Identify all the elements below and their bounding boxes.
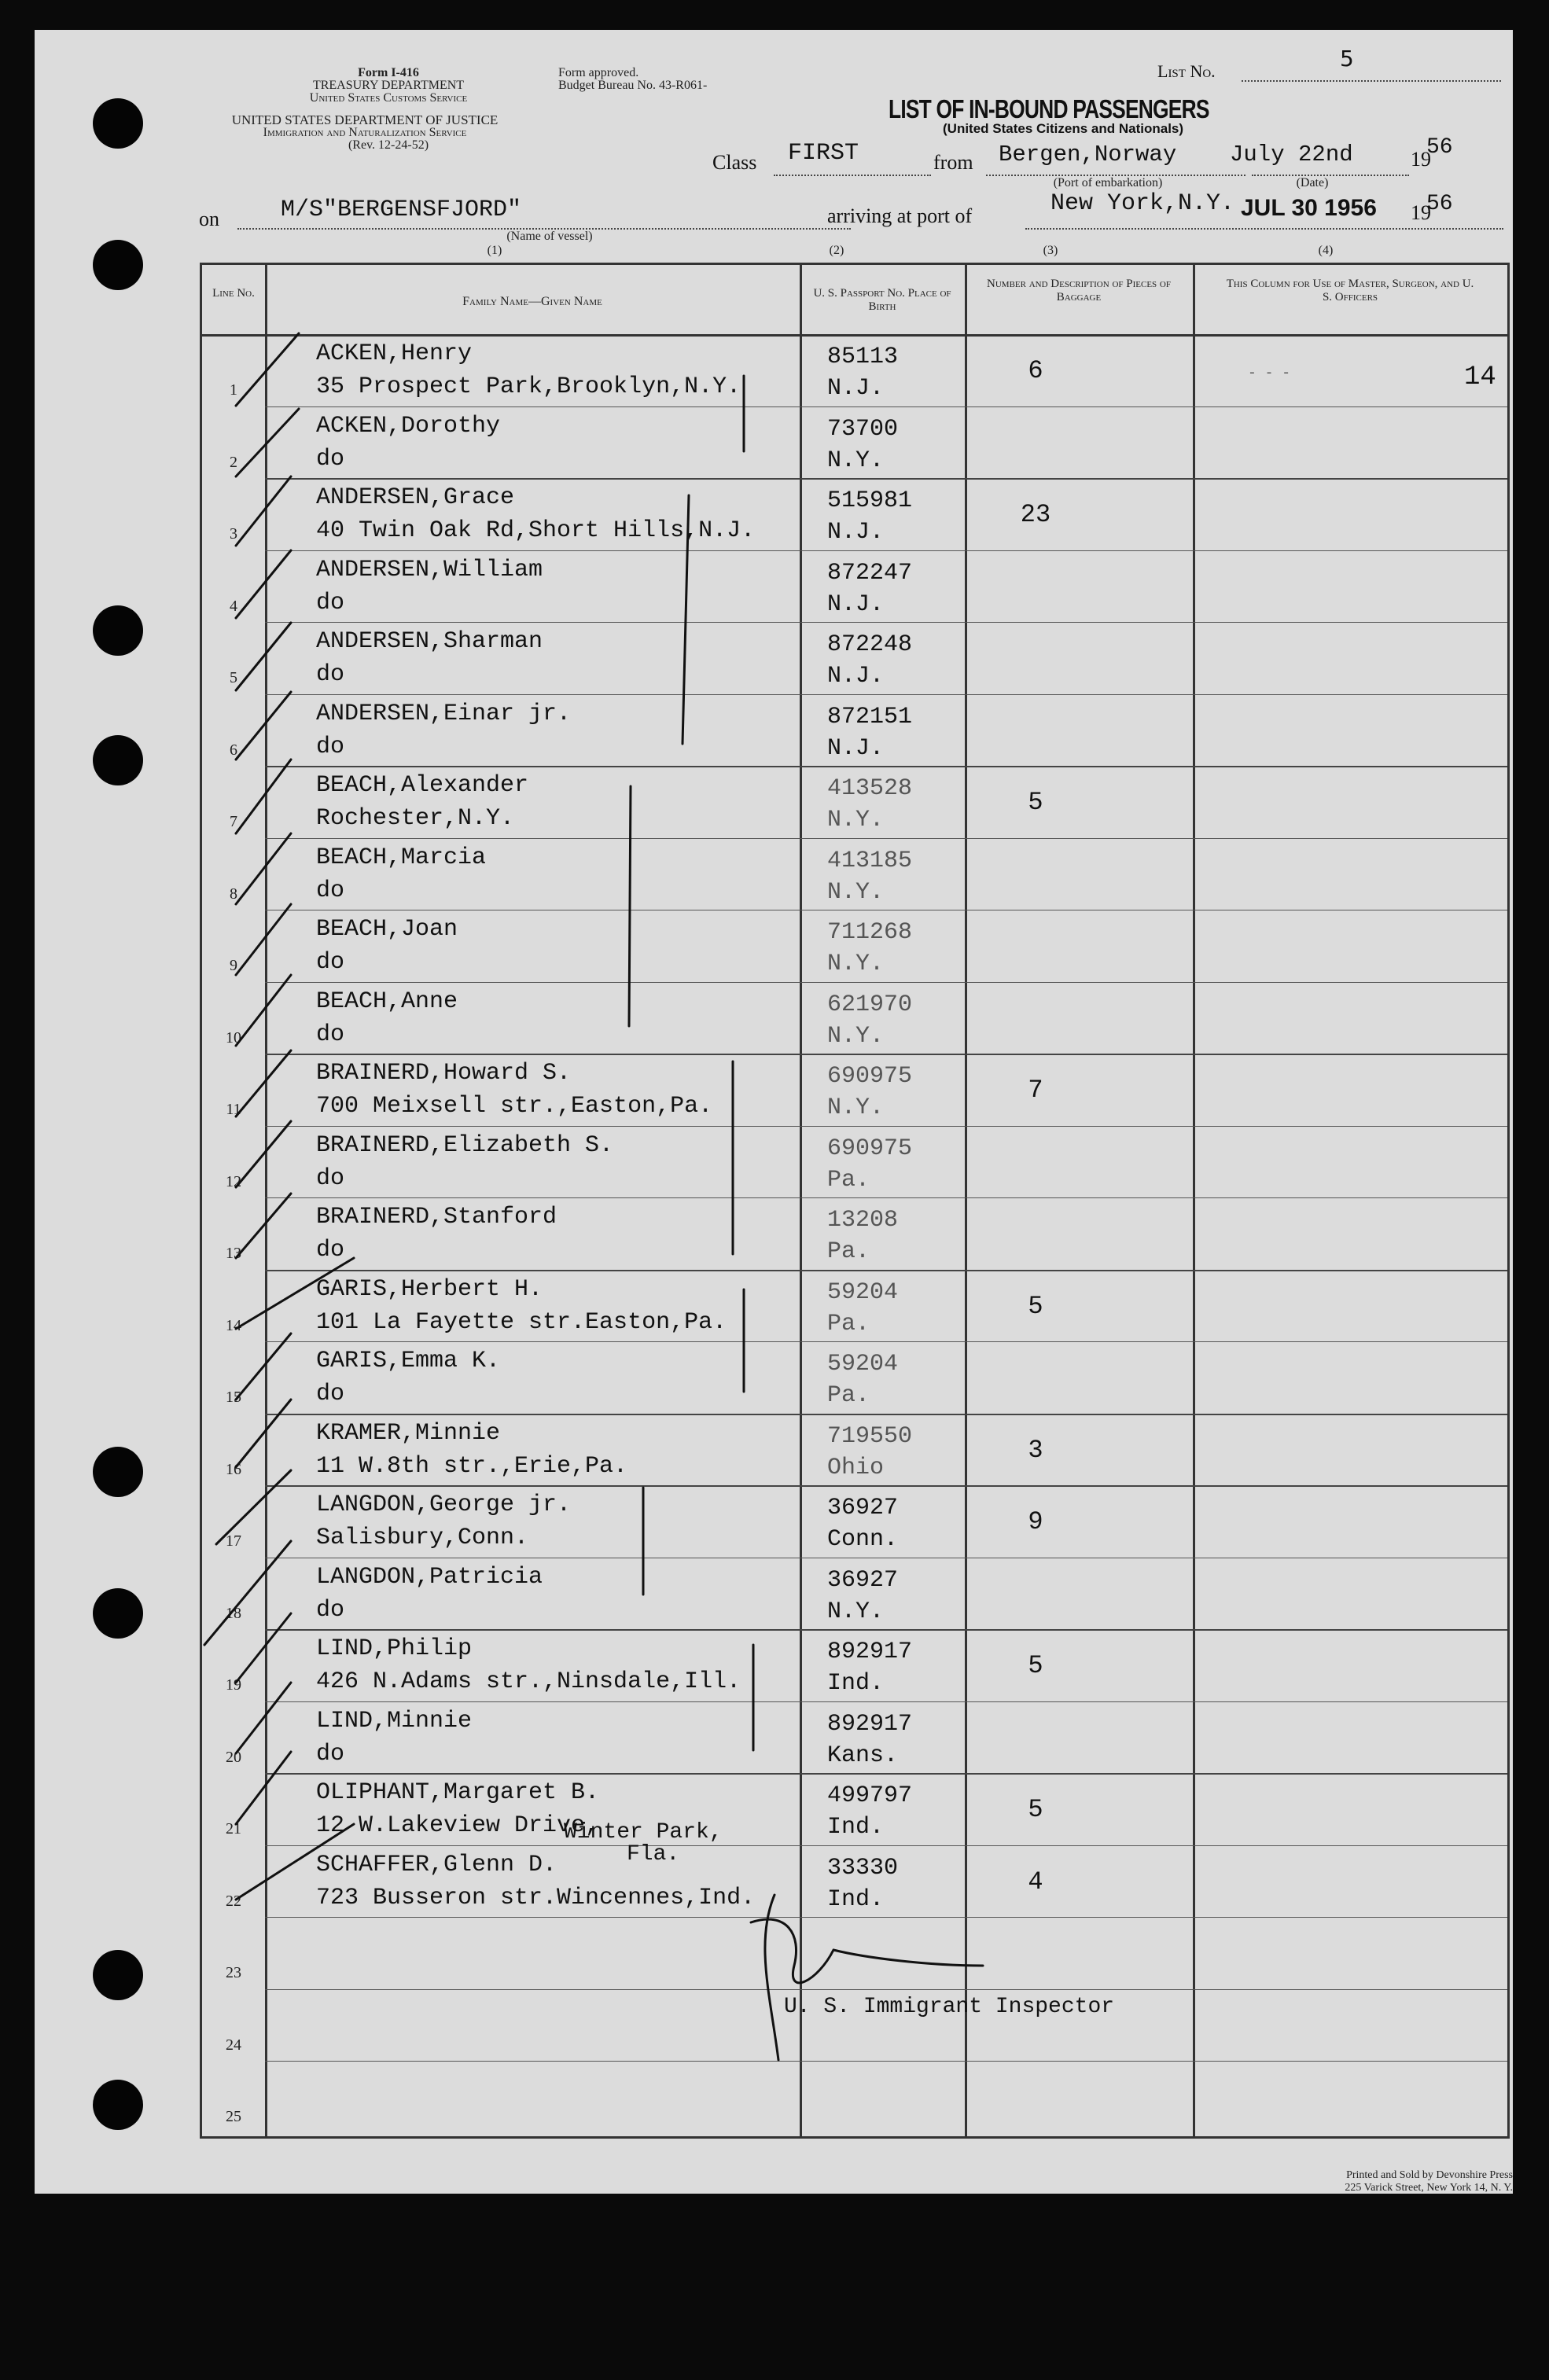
passenger-address: 12 W.Lakeview Drive,: [316, 1812, 600, 1839]
line-number: 16: [226, 1460, 241, 1478]
place-of-birth: Ind.: [827, 1670, 885, 1697]
baggage-count: 5: [1028, 788, 1043, 817]
budget-bureau: Budget Bureau No. 43-R061-: [558, 79, 708, 92]
header-name: Family Name—Given Name: [462, 295, 602, 308]
customs-service: United States Customs Service: [309, 91, 468, 105]
line-number: 7: [230, 813, 237, 830]
passenger-address: Salisbury,Conn.: [316, 1525, 529, 1551]
line-number: 18: [226, 1604, 241, 1622]
line-number: 9: [230, 957, 237, 974]
col-num-1: (1): [487, 244, 502, 257]
passenger-address: do: [316, 1237, 345, 1264]
oliphant-city-2: Fla.: [627, 1842, 680, 1867]
passenger-address: do: [316, 1740, 345, 1768]
port-value: New York,N.Y.: [1050, 190, 1235, 217]
passport-number: 892917: [827, 1639, 913, 1665]
baggage-count: 5: [1028, 1651, 1043, 1680]
class-label: Class: [712, 151, 757, 174]
passport-number: 413185: [827, 847, 913, 874]
passport-number: 621970: [827, 991, 913, 1018]
passenger-name: KRAMER,Minnie: [316, 1419, 501, 1447]
passenger-address: do: [316, 661, 345, 688]
place-of-birth: N.J.: [827, 734, 885, 762]
line-number: 8: [230, 885, 237, 903]
passenger-address: do: [316, 1164, 345, 1192]
passport-number: 515981: [827, 487, 913, 514]
passenger-address: do: [316, 589, 345, 616]
col-num-4: (4): [1318, 244, 1334, 257]
header-line-no: Line No.: [212, 287, 255, 300]
passenger-name: BEACH,Anne: [316, 988, 458, 1015]
passport-number: 36927: [827, 1566, 899, 1594]
place-of-birth: N.Y.: [827, 447, 885, 474]
from-value: Bergen,Norway: [999, 142, 1177, 167]
passenger-name: OLIPHANT,Margaret B.: [316, 1779, 600, 1806]
passport-number: 872151: [827, 703, 913, 730]
page-subtitle: (United States Citizens and Nationals): [943, 121, 1184, 136]
passport-number: 499797: [827, 1782, 913, 1809]
printer-line-2: 225 Varick Street, New York 14, N. Y.: [1345, 2182, 1513, 2194]
passport-number: 59204: [827, 1351, 899, 1378]
line-number: 22: [226, 1892, 241, 1910]
passenger-name: BRAINERD,Howard S.: [316, 1060, 572, 1087]
passenger-address: do: [316, 1381, 345, 1407]
year-value-2: 56: [1426, 192, 1453, 216]
passenger-name: SCHAFFER,Glenn D.: [316, 1851, 557, 1878]
passenger-address: do: [316, 733, 345, 760]
passenger-name: BRAINERD,Stanford: [316, 1204, 557, 1230]
place-of-birth: N.Y.: [827, 878, 885, 906]
baggage-count: 4: [1028, 1867, 1043, 1896]
baggage-count: 7: [1028, 1076, 1043, 1105]
line-number: 6: [230, 741, 237, 759]
list-no-value: 5: [1340, 46, 1354, 72]
line-number: 4: [230, 597, 237, 615]
class-value: FIRST: [788, 140, 859, 167]
place-of-birth: N.Y.: [827, 1022, 885, 1050]
passenger-name: GARIS,Emma K.: [316, 1348, 501, 1374]
passenger-address: 40 Twin Oak Rd,Short Hills,N.J.: [316, 517, 756, 544]
place-of-birth: N.J.: [827, 590, 885, 618]
place-of-birth: Kans.: [827, 1742, 899, 1769]
baggage-count: 23: [1020, 500, 1051, 529]
line-number: 20: [226, 1748, 241, 1766]
passenger-address: Rochester,N.Y.: [316, 805, 515, 832]
place-of-birth: N.Y.: [827, 1598, 885, 1625]
place-of-birth: Pa.: [827, 1238, 870, 1265]
arrival-stamp: JUL 30 1956: [1241, 195, 1377, 221]
arriving-label: arriving at port of: [827, 204, 973, 227]
passenger-address: do: [316, 949, 345, 976]
officers-mark: 14: [1464, 362, 1496, 392]
line-number: 1: [230, 381, 237, 399]
place-of-birth: Ohio: [827, 1454, 885, 1481]
passport-number: 59204: [827, 1278, 899, 1306]
passenger-name: LANGDON,Patricia: [316, 1563, 543, 1591]
place-of-birth: N.Y.: [827, 951, 885, 977]
date-value: July 22nd: [1230, 142, 1353, 167]
place-of-birth: Ind.: [827, 1885, 885, 1913]
passport-number: 33330: [827, 1854, 899, 1882]
passenger-address: 723 Busseron str.Wincennes,Ind.: [316, 1884, 756, 1911]
place-of-birth: N.J.: [827, 519, 885, 546]
line-number: 11: [226, 1101, 241, 1118]
passport-number: 690975: [827, 1063, 913, 1090]
port-embarkation-caption: (Port of embarkation): [1053, 176, 1163, 189]
line-number: 13: [226, 1245, 241, 1262]
baggage-count: 5: [1028, 1795, 1043, 1824]
line-number: 25: [226, 2108, 241, 2125]
vessel-name: M/S"BERGENSFJORD": [281, 197, 522, 223]
from-label: from: [933, 151, 973, 174]
passenger-address: 426 N.Adams str.,Ninsdale,Ill.: [316, 1668, 741, 1695]
form-number: Form I-416: [358, 66, 419, 79]
passenger-address: do: [316, 877, 345, 904]
justice-dept: UNITED STATES DEPARTMENT OF JUSTICE: [231, 112, 499, 127]
line-number: 5: [230, 669, 237, 686]
header-baggage: Number and Description of Pieces of Baggage: [987, 278, 1171, 303]
date-caption: (Date): [1296, 176, 1329, 189]
line-number: 15: [226, 1389, 241, 1406]
passenger-name: BEACH,Marcia: [316, 844, 487, 871]
line-number: 10: [226, 1028, 241, 1047]
passport-number: 872248: [827, 631, 913, 658]
line-number: 19: [226, 1676, 241, 1694]
place-of-birth: Pa.: [827, 1310, 870, 1337]
passport-number: 892917: [827, 1710, 913, 1738]
place-of-birth: N.Y.: [827, 807, 885, 833]
passenger-name: LANGDON,George jr.: [316, 1492, 572, 1518]
passenger-address: 101 La Fayette str.Easton,Pa.: [316, 1308, 727, 1336]
baggage-count: 3: [1028, 1435, 1043, 1465]
line-number: 23: [226, 1964, 241, 1981]
passport-number: 711268: [827, 919, 913, 946]
year-prefix: 19: [1411, 148, 1431, 171]
passport-number: 13208: [827, 1207, 899, 1234]
passenger-address: 11 W.8th str.,Erie,Pa.: [316, 1452, 628, 1480]
passenger-name: BEACH,Alexander: [316, 772, 529, 799]
place-of-birth: Ind.: [827, 1814, 885, 1841]
passenger-name: ANDERSEN,Sharman: [316, 628, 543, 655]
passenger-name: BRAINERD,Elizabeth S.: [316, 1131, 614, 1159]
ins-service: Immigration and Naturalization Service: [263, 126, 467, 139]
passenger-name: ACKEN,Dorothy: [316, 412, 501, 440]
passport-number: 73700: [827, 415, 899, 443]
passport-number: 690975: [827, 1135, 913, 1162]
line-number: 21: [226, 1820, 241, 1837]
line-number: 2: [230, 453, 237, 471]
place-of-birth: N.Y.: [827, 1094, 885, 1121]
baggage-count: 6: [1028, 356, 1043, 385]
vessel-caption: (Name of vessel): [506, 230, 593, 243]
passport-number: 36927: [827, 1495, 899, 1521]
form-revision: (Rev. 12-24-52): [348, 138, 429, 152]
line-number: 24: [226, 2036, 241, 2054]
passenger-address: 700 Meixsell str.,Easton,Pa.: [316, 1093, 713, 1120]
passenger-name: ANDERSEN,William: [316, 556, 543, 583]
page-title: LIST OF IN-BOUND PASSENGERS: [889, 94, 1209, 123]
printer-line-1: Printed and Sold by Devonshire Press: [1346, 2169, 1513, 2181]
passenger-name: ANDERSEN,Einar jr.: [316, 700, 572, 727]
place-of-birth: Pa.: [827, 1382, 870, 1409]
passport-number: 413528: [827, 775, 913, 802]
passenger-name: ACKEN,Henry: [316, 340, 473, 367]
place-of-birth: Pa.: [827, 1166, 870, 1194]
year-value: 56: [1426, 135, 1453, 160]
passport-number: 872247: [827, 559, 913, 587]
passenger-name: BEACH,Joan: [316, 916, 458, 943]
header-officers: This Column for Use of Master, Surgeon, and U. S. Officers: [1226, 278, 1474, 303]
passport-number: 85113: [827, 344, 899, 370]
col-num-3: (3): [1043, 244, 1058, 257]
passenger-name: ANDERSEN,Grace: [316, 484, 515, 511]
inspector-title: U. S. Immigrant Inspector: [784, 1995, 1115, 2019]
on-label: on: [199, 208, 219, 230]
place-of-birth: Conn.: [827, 1526, 899, 1553]
passenger-name: LIND,Philip: [316, 1635, 473, 1662]
place-of-birth: N.J.: [827, 663, 885, 690]
line-number: 17: [226, 1532, 241, 1550]
baggage-count: 5: [1028, 1291, 1043, 1321]
passenger-address: do: [316, 1596, 345, 1624]
passenger-table: Line No. Family Name—Given Name U. S. Passport No. Place of Birth Number and Description of Pieces of Baggage This Column for Use of Master, Surgeon, and U. S. Officers 1 ACKEN,Henry 35 Prospect Park,Brooklyn,N.Y. 85113 N.J. 6 2 ACKEN,Dorothy do 73700 N.Y. 3 ANDERSEN,Grace 40 Twin Oak Rd,Short Hills,N.J. 515981 N.J. 23 4 ANDERSEN,William do 872247 N.J. 5 ANDERSEN,Sharman do 872248 N.J. 6 ANDERSEN,Einar jr. do 872151 N.J. 7 BEACH,Alexander Rochester,N.Y. 413528 N.Y. 5 8 BEACH,Marcia do 413185 N.Y. 9 BEACH,Joan do 711268 N.Y. 10 BEACH,Anne do 621970 N.Y. 11 BRAINERD,Howard S. 700 Meixsell str.,Easton,Pa. 690975 N.Y. 7 12 BRAINERD,Elizabeth S. do 690975 Pa. 13 BRAINERD,Stanford do 13208 Pa. 14 GARIS,Herbert H. 101 La Fayette str.Easton,Pa. 59204 Pa. 5 15 GARIS,Emma K. do 59204 Pa. 16 KRAMER,Minnie 11 W.8th str.,Erie,Pa. 719550 Ohio 3 17 LANGDON,George jr. Salisbury,Conn. 36927 Conn. 9 18 LANGDON,Patricia do 36927 N.Y. 19 LIND,Philip 426 N.Adams str.,Ninsdale,Ill. 892917 Ind. 5 20 LIND,Minnie do 892917 Kans. 21 OLIPHANT,Margaret B. 12 W.Lakeview Drive, 499797 Ind. 5 22 SCHAFFER,Glenn D. 723 Busseron str.Wincennes,Ind. 33330 Ind. 4 23 24 25 14 - - - Winter Park, Fla. U. S. Immigrant Inspector: [200, 263, 1510, 2139]
list-no-label: List No.: [1157, 61, 1216, 81]
line-number: 3: [230, 525, 237, 543]
line-number: 14: [226, 1316, 241, 1334]
line-number: 12: [226, 1172, 241, 1190]
passenger-address: do: [316, 445, 345, 473]
baggage-count: 9: [1028, 1507, 1043, 1536]
passenger-name: GARIS,Herbert H.: [316, 1275, 543, 1303]
place-of-birth: N.J.: [827, 375, 885, 402]
oliphant-city-1: Winter Park,: [564, 1820, 723, 1845]
passport-number: 719550: [827, 1422, 913, 1450]
passenger-name: LIND,Minnie: [316, 1707, 473, 1734]
col-num-2: (2): [829, 244, 844, 257]
treasury-dept: TREASURY DEPARTMENT: [312, 79, 465, 92]
header-passport: U. S. Passport No. Place of Birth: [813, 287, 951, 313]
passenger-address: do: [316, 1021, 345, 1048]
year-prefix-2: 19: [1411, 201, 1431, 224]
passenger-address: 35 Prospect Park,Brooklyn,N.Y.: [316, 373, 741, 400]
form-approved: Form approved.: [558, 66, 639, 79]
